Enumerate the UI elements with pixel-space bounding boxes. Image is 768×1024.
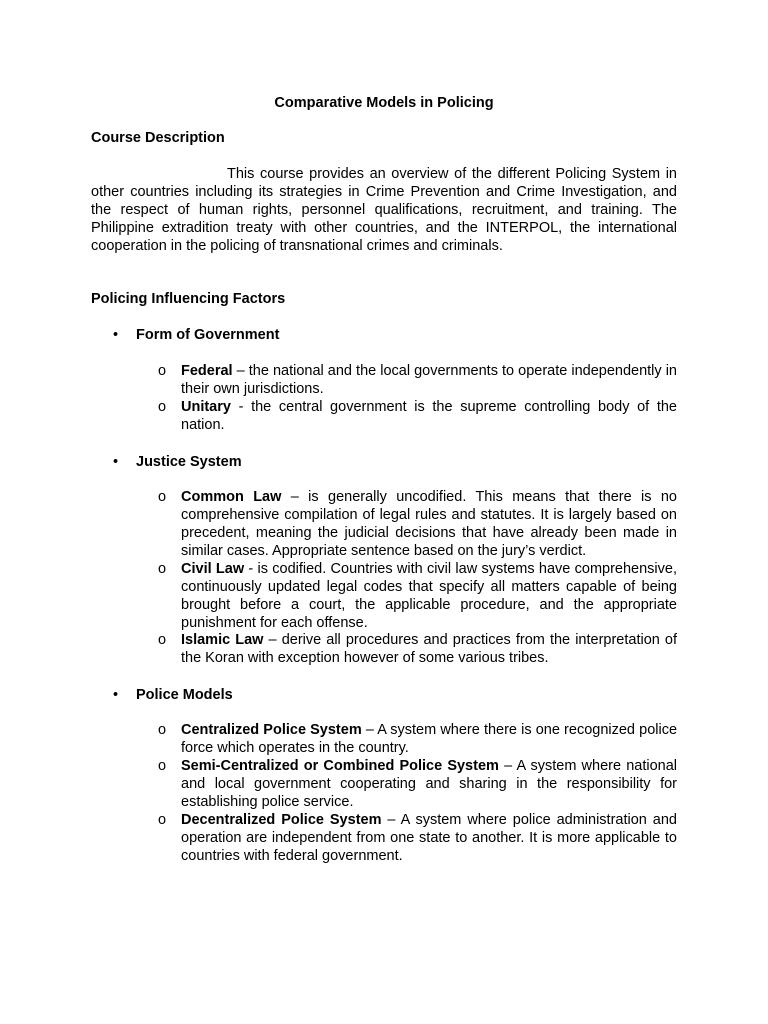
term-label: Semi-Centralized or Combined Police System xyxy=(181,758,499,774)
sub-bullet-marker: o xyxy=(158,758,167,774)
sub-item-semi-centralized xyxy=(158,757,677,811)
term-description: – derive all procedures and practices from the interpretation of the Koran with exception however of some various tribes. xyxy=(181,632,677,666)
term-description: – the national and the local governments to operate independently in their own jurisdictions. xyxy=(181,363,677,397)
term-label: Civil Law xyxy=(181,561,245,577)
bullet-justice-system xyxy=(113,453,242,471)
term-label: Common Law xyxy=(181,489,282,505)
sub-item-decentralized xyxy=(158,811,677,865)
bullet-label: Form of Government xyxy=(136,327,280,343)
bullet-dot: • xyxy=(113,327,119,343)
sub-item-unitary xyxy=(158,398,677,434)
term-description: – A system where national and local government cooperating and sharing in the responsibility for establishing police service. xyxy=(181,758,677,810)
bullet-dot: • xyxy=(113,454,119,470)
sub-bullet-marker: o xyxy=(158,489,167,505)
sub-bullet-marker: o xyxy=(158,363,167,379)
bullet-police-models xyxy=(113,686,233,704)
term-label: Federal xyxy=(181,363,233,379)
course-description-heading: Course Description xyxy=(91,130,225,146)
course-description-text: This course provides an overview of the different Policing System in other countries including its strategies in Crime Prevention and Crime Investigation, and the respect of human rights, personnel qualifications, recruitment, and training. The Philippine extradition treaty with other countries, and the INTERPOL, the international cooperation in the policing of transnational crimes and criminals. xyxy=(91,166,677,254)
sub-bullet-marker: o xyxy=(158,632,167,648)
term-label: Centralized Police System xyxy=(181,722,362,738)
term-description: - the central government is the supreme controlling body of the nation. xyxy=(181,399,677,433)
term-label: Unitary xyxy=(181,399,231,415)
sub-bullet-marker: o xyxy=(158,722,167,738)
document-title: Comparative Models in Policing xyxy=(274,95,494,111)
sub-item-islamic-law xyxy=(158,631,677,667)
sub-item-centralized xyxy=(158,721,677,757)
bullet-label: Justice System xyxy=(136,454,242,470)
bullet-label: Police Models xyxy=(136,687,233,703)
sub-item-federal xyxy=(158,362,677,398)
term-label: Decentralized Police System xyxy=(181,812,382,828)
sub-bullet-marker: o xyxy=(158,561,167,577)
sub-item-civil-law xyxy=(158,560,677,632)
bullet-dot: • xyxy=(113,687,119,703)
bullet-form-of-government xyxy=(113,326,279,344)
term-description: – A system where police administration and operation are independent from one state to another. It is more applicable to countries with federal government. xyxy=(181,812,677,864)
term-description: - is codified. Countries with civil law systems have comprehensive, continuously updated legal codes that specify all matters capable of being brought before a court, the applicable procedure, and the appropriate punishment for each offense. xyxy=(181,561,677,631)
sub-bullet-marker: o xyxy=(158,399,167,415)
sub-item-common-law xyxy=(158,488,677,560)
sub-bullet-marker: o xyxy=(158,812,167,828)
term-description: – A system where there is one recognized police force which operates in the country. xyxy=(181,722,678,756)
term-label: Islamic Law xyxy=(181,632,264,648)
term-description: – is generally uncodified. This means that there is no comprehensive compilation of legal rules and statutes. It is largely based on precedent, meaning the judicial decisions that have already been made in similar cases. Appropriate sentence based on the jury’s verdict. xyxy=(181,489,677,559)
policing-factors-heading: Policing Influencing Factors xyxy=(91,291,286,307)
